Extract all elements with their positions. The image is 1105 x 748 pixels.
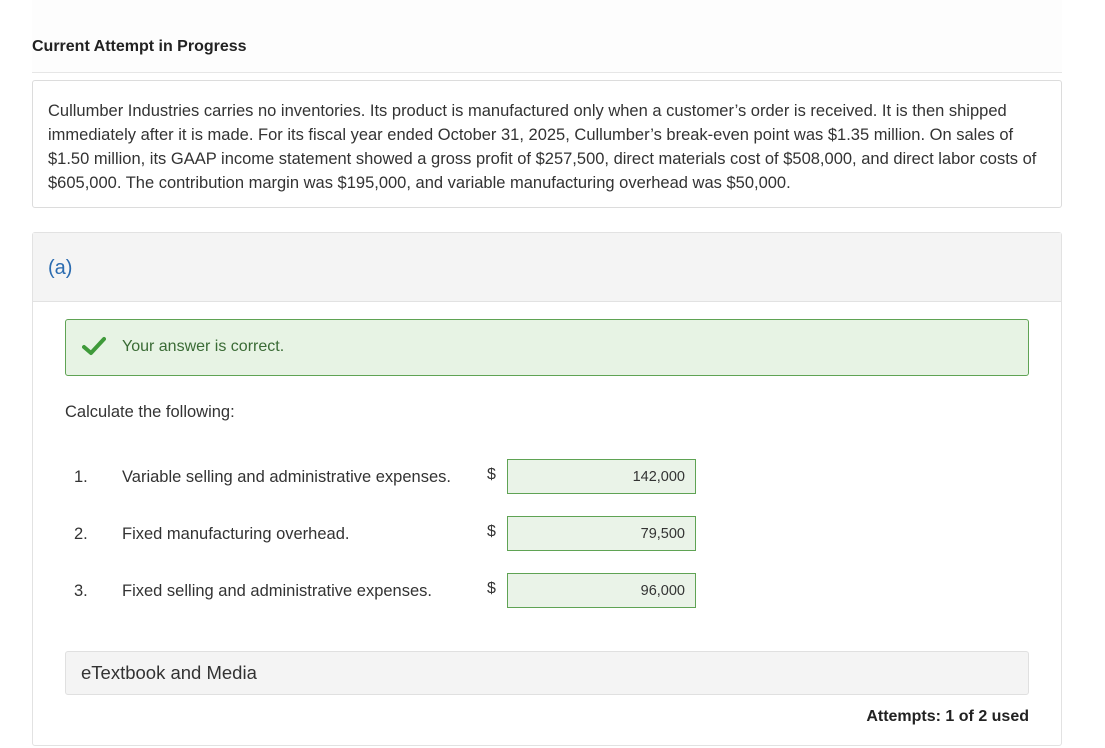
attempts-counter: Attempts: 1 of 2 used (866, 708, 1029, 725)
question-number: 3. (74, 582, 88, 600)
part-label: (a) (48, 257, 73, 279)
top-strip (32, 0, 1062, 73)
etextbook-media-button[interactable] (65, 651, 1029, 695)
question-row-3 (65, 573, 705, 609)
currency-symbol: $ (487, 523, 496, 540)
currency-symbol: $ (487, 580, 496, 597)
answer-input-2[interactable] (507, 516, 696, 551)
currency-symbol: $ (487, 466, 496, 483)
checkmark-icon (82, 335, 106, 357)
problem-statement-box (32, 80, 1062, 208)
instructions: Calculate the following: (65, 403, 235, 421)
question-row-2 (65, 516, 705, 552)
question-label: Fixed selling and administrative expenses. (122, 582, 432, 600)
feedback-text: Your answer is correct. (122, 338, 285, 355)
question-label: Variable selling and administrative expenses. (122, 468, 451, 486)
answer-input-1[interactable] (507, 459, 696, 494)
question-number: 1. (74, 468, 88, 486)
feedback-banner (65, 319, 1029, 376)
part-a-card (32, 232, 1062, 746)
etextbook-media-label: eTextbook and Media (81, 662, 257, 683)
question-label: Fixed manufacturing overhead. (122, 525, 350, 543)
problem-statement-text: Cullumber Industries carries no inventories. Its product is manufactured only when a customer’s order is received. It is then shipped immediately after it is made. For its fiscal year ended October 31, 2025, Cullumber’s break-even point was $1.35 million. On sales of $1.50 million, its GAAP income statement showed a gross profit of $257,500, direct materials cost of $508,000, and direct labor costs of $605,000. The contribution margin was $195,000, and variable manufacturing overhead was $50,000. (48, 102, 1037, 192)
answer-input-3[interactable] (507, 573, 696, 608)
question-row-1 (65, 459, 705, 495)
attempt-title: Current Attempt in Progress (32, 38, 247, 55)
part-header (33, 233, 1061, 302)
question-number: 2. (74, 525, 88, 543)
